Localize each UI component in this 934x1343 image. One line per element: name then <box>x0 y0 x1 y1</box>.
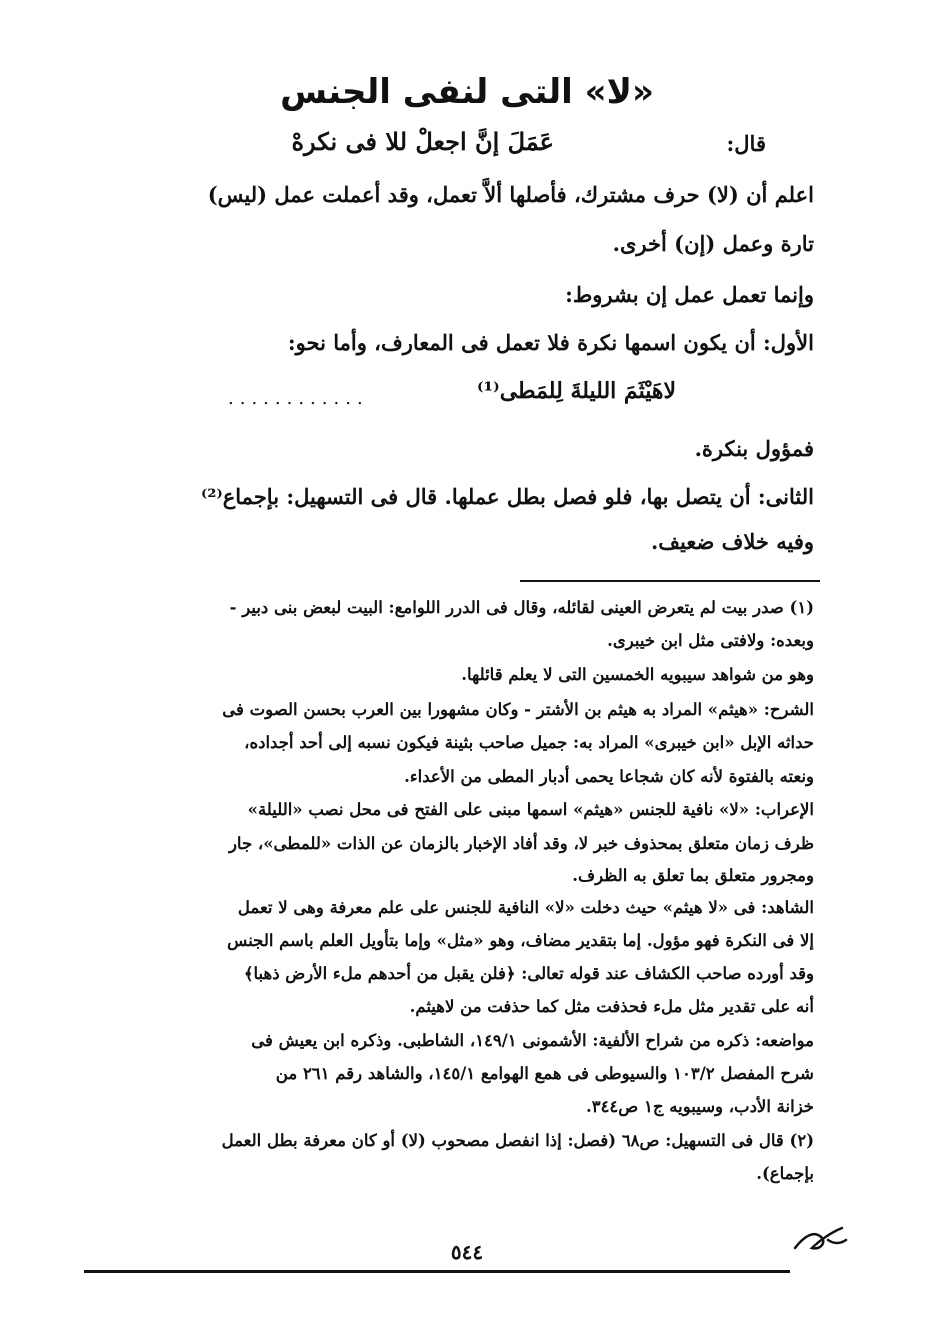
footnote-line: (١) صدر بيت لم يتعرض العينى لقائله، وقال فى الدرر اللوامع: البيت لبعض بنى دبير - <box>229 598 814 617</box>
footnote-line: شرح المفصل ١٠٣/٢ والسيوطى فى همع الهوامع ١٤٥/١، والشاهد رقم ٢٦١ من <box>275 1064 814 1083</box>
footnote-line: الشاهد: فى «لا هيثم» حيث دخلت «لا» النافية للجنس على علم معرفة وهى لا تعمل <box>237 898 814 917</box>
footnote-line: ظرف زمان متعلق بمحذوف خبر لا، وقد أفاد الإخبار بالزمان عن الذات «للمطى»، جار <box>228 834 814 853</box>
footnote-line: وقد أورده صاحب الكشاف عند قوله تعالى: ﴿فلن يقبل من أحدهم ملء الأرض ذهبا﴾ <box>243 964 814 983</box>
footnote-line: وهو من شواهد سيبويه الخمسين التى لا يعلم قائلها. <box>461 665 814 684</box>
paragraph-line: الثانى: أن يتصل بها، فلو فصل بطل عملها. قال فى التسهيل: بإجماع⁽²⁾ <box>201 484 814 509</box>
footnote-line: وبعده: ولافتى مثل ابن خيبرى. <box>607 631 814 650</box>
verse-heading: عَمَلَ إنَّ اجعلْ للا فى نكرهْ <box>291 127 554 156</box>
footnote-line: بإجماع). <box>756 1164 814 1183</box>
footnote-separator <box>520 580 820 582</box>
verse-quote: لاهَيْثَمَ الليلةَ لِلمَطى⁽¹⁾ <box>476 378 676 404</box>
page-number: ٥٤٤ <box>450 1240 484 1264</box>
paragraph-line: اعلم أن (لا) حرف مشترك، فأصلها ألاَّ تعمل، وقد أعملت عمل (ليس) <box>207 182 814 207</box>
page-title: «لا» التى لنفى الجنس <box>280 72 654 112</box>
footnote-line: خزانة الأدب، وسيبويه ج١ ص٣٤٤. <box>585 1097 814 1116</box>
footnote-line: مواضعه: ذكره من شراح الألفية: الأشمونى ١٤٩/١، الشاطبى. وذكره ابن يعيش فى <box>251 1031 814 1050</box>
footnote-line: أنه على تقدير مثل ملء فحذفت مثل كما حذفت من لاهيثم. <box>409 997 814 1016</box>
footnote-line: حداثه الإبل «ابن خيبرى» المراد به: جميل صاحب بثينة فيكون نسبه إلى أحد أجداده، <box>244 733 814 752</box>
paragraph-line: فمؤول بنكرة. <box>694 436 814 461</box>
footnote-line: ومجرور متعلق بما تعلق به الظرف. <box>572 866 814 885</box>
footnote-line: (٢) قال فى التسهيل: ص٦٨ (فصل: إذا انفصل مصحوب (لا) أو كان معرفة بطل العمل <box>221 1131 814 1150</box>
footnote-line: الشرح: «هيثم» المراد به هيثم بن الأشتر - وكان مشهورا بين العرب بحسن الصوت فى <box>222 700 814 719</box>
paragraph-line: الأول: أن يكون اسمها نكرة فلا تعمل فى المعارف، وأما نحو: <box>287 330 814 355</box>
footnote-line: إلا فى النكرة فهو مؤول. إما بتقدير مضاف، وهو «مثل» وإما بتأويل العلم باسم الجنس <box>227 931 814 950</box>
footnote-line: الإعراب: «لا» نافية للجنس «هيثم» اسمها مبنى على الفتح فى محل نصب «الليلة» <box>247 800 814 819</box>
paragraph-line: وإنما تعمل عمل إن بشروط: <box>565 282 814 307</box>
paragraph-line: تارة وعمل (إن) أخرى. <box>612 231 814 256</box>
paragraph-line: وفيه خلاف ضعيف. <box>650 529 814 554</box>
footnote-line: ونعته بالفتوة لأنه كان شجاعا يحمى أدبار المطى من الأعداء. <box>404 767 814 786</box>
page-bottom-rule <box>84 1270 790 1273</box>
qal-label: قال: <box>726 131 766 156</box>
ellipsis-dots: ............ <box>228 388 369 409</box>
